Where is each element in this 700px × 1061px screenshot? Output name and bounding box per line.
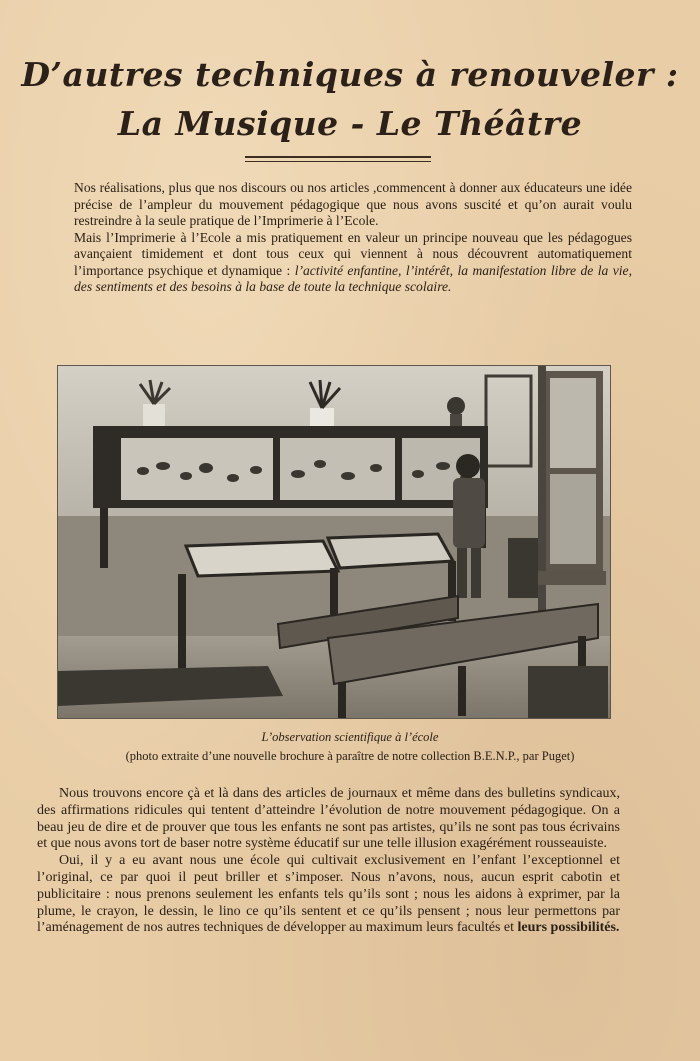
photo-caption: L’observation scientifique à l’école <box>261 730 439 744</box>
classroom-photo <box>57 365 611 719</box>
intro-text <box>74 180 632 296</box>
intro-paragraph-2-text: Mais l’Imprimerie à l’Ecole a mis pratiquement en valeur un principe nouveau que les pédagogues avançaient timidement et dont tous ceux qui viennent à nous découvrent automatiquement l’importance psychique et dynamique : <box>74 229 632 278</box>
photo-credit: (photo extraite d’une nouvelle brochure à paraître de notre collection B.E.N.P., par Puget) <box>125 749 575 763</box>
title-line-2: La Musique - Le Théâtre <box>117 104 583 143</box>
body-paragraph-2 <box>37 853 620 937</box>
body-paragraph-2-bold: leurs possibilités. <box>517 920 620 936</box>
title-line-1: D’autres techniques à renouveler : <box>21 55 679 94</box>
intro-paragraph-2-italic: l’activité enfantine, l’intérêt, la manifestation libre de la vie, des sentiments et des besoins à la base de toute la technique scolaire. <box>74 262 632 294</box>
body-paragraph-2-text: Oui, il y a eu avant nous une école qui cultivait exclusivement en l’enfant l’exceptionnel et l’original, ce par quoi il peut briller et s’imposer. Nous n’avons, nous, aucun esprit cabotin et publicitaire : nous prenons seulement les enfants tels qu’ils sont ; nous les aidons à exprimer, par la plume, le crayon, le dessin, le lino ce qu’ils sentent et ce qu’ils pensent ; nous leur permettons par l’aménagement de nos autres techniques de développer au maximum leurs facultés et <box>37 853 620 936</box>
intro-paragraph-2 <box>74 230 632 296</box>
title-underline <box>245 156 431 162</box>
body-text <box>37 786 620 937</box>
classroom-photo-illustration <box>58 366 610 718</box>
intro-paragraph-1: Nos réalisations, plus que nos discours ou nos articles ,commencent à donner aux éducateurs une idée précise de l’ampleur du mouvement pédagogique que nous avons suscité et qu’on aurait voulu restreindre à la seule pratique de l’Imprimerie à l’Ecole. <box>74 180 632 228</box>
body-paragraph-1: Nous trouvons encore çà et là dans des articles de journaux et même dans des bulletins syndicaux, des affirmations ridicules qui tentent d’atteindre l’évolution de notre mouvement pédagogique. On a beau jeu de dire et de prouver que tous les enfants ne sont pas artistes, qu’ils ne sont pas tous écrivains et que nous avons tort de baser notre système éducatif sur une telle illusion exagérément rousseauiste. <box>37 786 620 852</box>
